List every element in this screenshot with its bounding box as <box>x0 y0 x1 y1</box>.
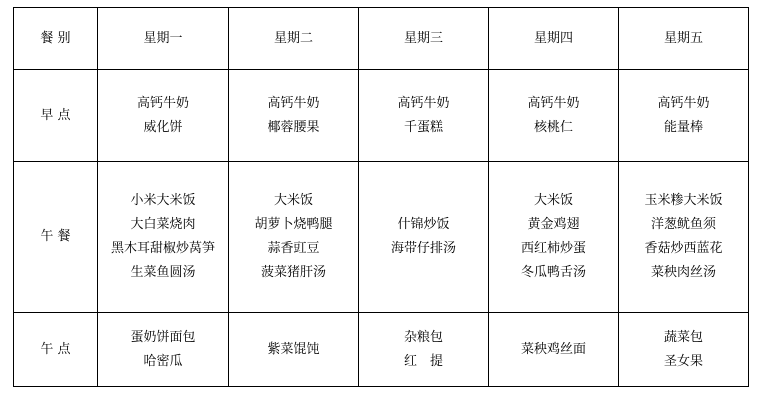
dish-item: 菜秧肉丝汤 <box>650 265 716 280</box>
day-header-mon: 星期一 <box>98 8 229 70</box>
dish-item: 杂粮包 <box>403 329 443 345</box>
dish-item: 椰蓉腰果 <box>267 119 320 135</box>
dish-item: 圣女果 <box>663 353 703 369</box>
menu-cell-fri <box>619 313 749 387</box>
dish-item: 生菜鱼圆汤 <box>130 265 196 280</box>
menu-cell-thu <box>489 313 619 387</box>
menu-cell-fri <box>619 70 749 162</box>
menu-cell-tue <box>229 313 359 387</box>
dish-item: 高钙牛奶 <box>527 95 580 111</box>
menu-cell-wed <box>359 70 489 162</box>
breakfast-row <box>14 70 749 162</box>
dish-item: 哈密瓜 <box>143 353 183 369</box>
dish-item: 黄金鸡翅 <box>527 217 580 232</box>
menu-cell-mon <box>98 313 229 387</box>
dish-item: 能量棒 <box>663 119 703 135</box>
menu-cell-tue <box>229 70 359 162</box>
dish-item: 高钙牛奶 <box>267 95 320 111</box>
lunch-row <box>14 162 749 313</box>
meal-label: 午 餐 <box>14 162 98 313</box>
dish-item: 香菇炒西蓝花 <box>644 241 723 256</box>
dish-item: 海带仔排汤 <box>390 241 456 256</box>
meal-column-header: 餐 别 <box>14 8 98 70</box>
dish-item: 蛋奶饼面包 <box>130 329 196 345</box>
dish-item: 高钙牛奶 <box>136 95 189 111</box>
dish-item: 红 提 <box>403 353 443 369</box>
dish-item: 大米饭 <box>273 193 313 208</box>
dish-item: 蒜香豇豆 <box>267 241 320 256</box>
dish-item: 黑木耳甜椒炒莴笋 <box>110 241 215 256</box>
menu-cell-thu <box>489 70 619 162</box>
weekly-menu-table <box>13 7 749 387</box>
dish-item: 玉米糁大米饭 <box>644 193 723 208</box>
dish-item: 菜秧鸡丝面 <box>520 341 586 357</box>
dish-item: 高钙牛奶 <box>657 95 710 111</box>
dish-item: 核桃仁 <box>533 119 573 135</box>
dish-item: 紫菜馄饨 <box>267 341 320 357</box>
dish-item: 大米饭 <box>533 193 573 208</box>
dish-item: 洋葱鱿鱼须 <box>650 217 716 232</box>
menu-cell-wed <box>359 313 489 387</box>
meal-label: 午 点 <box>14 313 98 387</box>
day-header-thu: 星期四 <box>489 8 619 70</box>
dish-item: 高钙牛奶 <box>397 95 450 111</box>
menu-cell-mon <box>98 162 229 313</box>
menu-cell-tue <box>229 162 359 313</box>
dish-item: 菠菜猪肝汤 <box>260 265 326 280</box>
header-row <box>14 8 749 70</box>
day-header-fri: 星期五 <box>619 8 749 70</box>
dish-item: 冬瓜鸭舌汤 <box>520 265 586 280</box>
dish-item: 胡萝卜烧鸭腿 <box>254 217 333 232</box>
dish-item: 什锦炒饭 <box>397 217 450 232</box>
dish-item: 威化饼 <box>143 119 183 135</box>
menu-cell-mon <box>98 70 229 162</box>
dish-item: 小米大米饭 <box>130 193 196 208</box>
day-header-wed: 星期三 <box>359 8 489 70</box>
dish-item: 西红柿炒蛋 <box>520 241 586 256</box>
day-header-tue: 星期二 <box>229 8 359 70</box>
menu-cell-thu <box>489 162 619 313</box>
menu-cell-fri <box>619 162 749 313</box>
dish-item: 大白菜烧肉 <box>130 217 196 232</box>
dish-item: 千蛋糕 <box>403 119 443 135</box>
menu-cell-wed <box>359 162 489 313</box>
dish-item: 蔬菜包 <box>663 329 703 345</box>
meal-label: 早 点 <box>14 70 98 162</box>
afternoon-snack-row <box>14 313 749 387</box>
